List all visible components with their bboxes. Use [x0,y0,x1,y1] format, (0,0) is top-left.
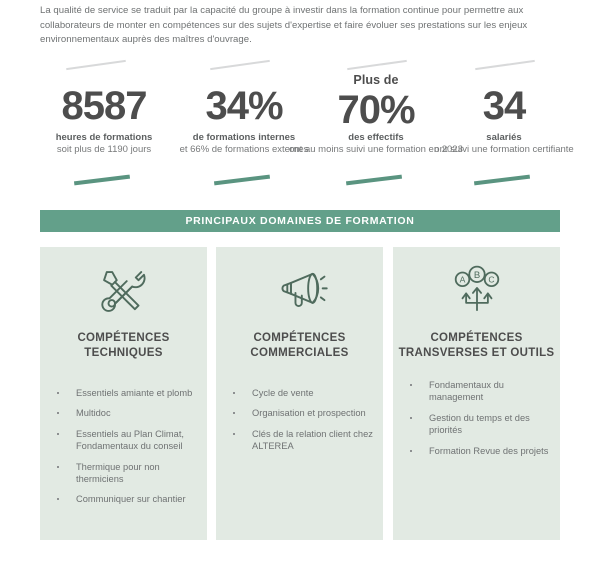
megaphone-icon [216,263,383,321]
list-item: Formation Revue des projets [407,445,552,457]
list-item: Essentiels au Plan Climat, Fondamentaux du conseil [54,428,199,453]
list-item: Thermique pour non thermiciens [54,461,199,486]
list-item: Communiquer sur chantier [54,493,199,505]
list-item: Cycle de vente [230,387,375,399]
gray-dash-decoration [475,60,535,70]
stat-label: heures de formations [55,132,153,143]
tools-icon [40,263,207,321]
stat-label: salariés [486,132,522,143]
svg-text:C: C [487,274,495,285]
stat-number: 70% [337,88,415,132]
stat-sublabel: ont au moins suivi une formation en 2023 [289,144,463,155]
stat-sublabel: et 66% de formations externes [179,144,309,155]
gray-dash-decoration [66,60,126,70]
green-dash-decoration [214,175,270,186]
card-bullet-list [407,379,552,465]
stat-number: 34 [482,84,526,128]
statistics-band [30,56,574,201]
svg-text:A: A [459,274,465,285]
list-item: Gestion du temps et des priorités [407,412,552,437]
stat-number: 8587 [61,84,147,128]
list-item: Clés de la relation client chez ALTEREA [230,428,375,453]
list-item: Essentiels amiante et plomb [54,387,199,399]
card-title: COMPÉTENCES TECHNIQUES [77,332,170,359]
section-banner [40,210,560,232]
stat-sublabel: soit plus de 1190 jours [56,144,152,155]
list-item: Fondamentaux du management [407,379,552,404]
card-competences-commerciales [216,247,383,540]
list-item: Multidoc [54,407,199,419]
stat-prefix: Plus de [353,73,399,87]
card-competences-transverses [393,247,560,540]
stat-sublabel: ont suivi une formation certifiante [434,144,574,155]
gray-dash-decoration [210,60,270,70]
section-banner-title: PRINCIPAUX DOMAINES DE FORMATION [185,215,415,227]
card-competences-techniques [40,247,207,540]
competency-cards [40,247,560,540]
card-title: COMPÉTENCES COMMERCIALES [250,332,349,359]
green-dash-decoration [346,175,402,186]
stat-label: de formations internes [192,132,296,143]
stat-number: 34% [205,84,283,128]
card-bullet-list [230,387,375,461]
stat-label: des effectifs [348,132,404,143]
card-title: COMPÉTENCES TRANSVERSES ET OUTILS [398,332,555,359]
abc-arrows-icon [393,263,560,321]
svg-text:B: B [473,269,480,281]
green-dash-decoration [474,175,530,186]
card-bullet-list [54,387,199,514]
list-item: Organisation et prospection [230,407,375,419]
green-dash-decoration [74,175,130,186]
gray-dash-decoration [347,60,407,70]
intro-paragraph: La qualité de service se traduit par la capacité du groupe à investir dans la formation continue pour permettre aux collaborateurs de monter en compétences sur des sujets d'expertise et faire évoluer ses prestations sur les enjeux environnementaux auprès des maîtres d'ouvrage. [40,5,528,46]
